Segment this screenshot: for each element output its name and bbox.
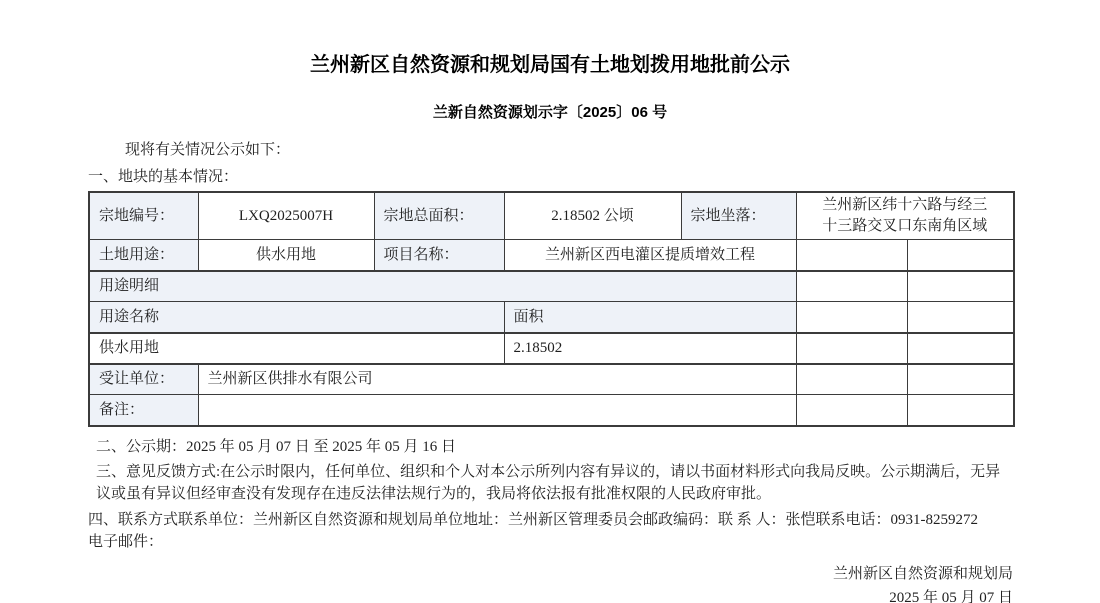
transferee-value: 兰州新区供排水有限公司 [198, 364, 796, 395]
table-row [89, 364, 1014, 395]
table-row [89, 240, 1014, 271]
empty-cell [796, 302, 907, 333]
document-page [0, 48, 1100, 603]
land-use-value: 供水用地 [198, 240, 374, 271]
empty-cell [907, 271, 1014, 302]
project-name-label: 项目名称： [374, 240, 504, 271]
empty-cell [796, 271, 907, 302]
use-detail-header: 用途明细 [89, 271, 796, 302]
area-value: 2.18502 [504, 333, 796, 364]
empty-cell [907, 302, 1014, 333]
issue-date: 2025 年 05 月 07 日 [889, 589, 1013, 603]
section-2-publicity-period: 二、公示期：2025 年 05 月 07 日 至 2025 年 05 月 16 日 [96, 438, 457, 455]
table-row [89, 395, 1014, 426]
document-body [88, 138, 1013, 603]
location-label: 宗地坐落： [681, 192, 796, 240]
parcel-id-label: 宗地编号： [89, 192, 198, 240]
use-name-value: 供水用地 [89, 333, 504, 364]
document-title: 兰州新区自然资源和规划局国有土地划拨用地批前公示 [310, 54, 790, 76]
use-name-header: 用途名称 [89, 302, 504, 333]
table-row [89, 333, 1014, 364]
table-row [89, 192, 1014, 240]
section-3-feedback-method: 三、意见反馈方式:在公示时限内，任何单位、组织和个人对本公示所列内容有异议的，请以书面材料形式向我局反映。公示期满后，无异议或虽有异议但经审查没有发现存在违反法律法规行为的，我局将依法报有批准权限的人民政府审批。 [96, 463, 1001, 502]
empty-cell [907, 333, 1014, 364]
signature-block [88, 563, 1013, 603]
transferee-label: 受让单位： [89, 364, 198, 395]
empty-cell [796, 240, 907, 271]
table-row [89, 302, 1014, 333]
document-number: 兰新自然资源划示字〔2025〕06 号 [432, 104, 668, 121]
project-name-value: 兰州新区西电灌区提质增效工程 [504, 240, 796, 271]
empty-cell [907, 364, 1014, 395]
section-4-email-label: 电子邮件： [88, 534, 164, 551]
section-1-heading: 一、地块的基本情况： [88, 169, 239, 185]
table-row [89, 271, 1014, 302]
total-area-value: 2.18502 公顷 [504, 192, 681, 240]
remarks-label: 备注： [89, 395, 198, 426]
section-4-contact-info: 四、联系方式联系单位：兰州新区自然资源和规划局单位地址：兰州新区管理委员会邮政编码：联 系 人：张恺联系电话：0931-8259272 [88, 512, 979, 529]
empty-cell [907, 395, 1014, 426]
empty-cell [796, 333, 907, 364]
empty-cell [796, 364, 907, 395]
total-area-label: 宗地总面积： [374, 192, 504, 240]
empty-cell [796, 395, 907, 426]
remarks-value [198, 395, 796, 426]
intro-line: 现将有关情况公示如下： [125, 142, 291, 158]
land-use-label: 土地用途： [89, 240, 198, 271]
area-header: 面积 [504, 302, 796, 333]
parcel-info-table [88, 191, 1015, 427]
location-value-text: 兰州新区纬十六路与经三十三路交叉口东南角区域 [822, 197, 988, 234]
empty-cell [907, 240, 1014, 271]
issuer-name: 兰州新区自然资源和规划局 [832, 566, 1013, 583]
location-value [796, 192, 1014, 240]
parcel-id-value: LXQ2025007H [198, 192, 374, 240]
